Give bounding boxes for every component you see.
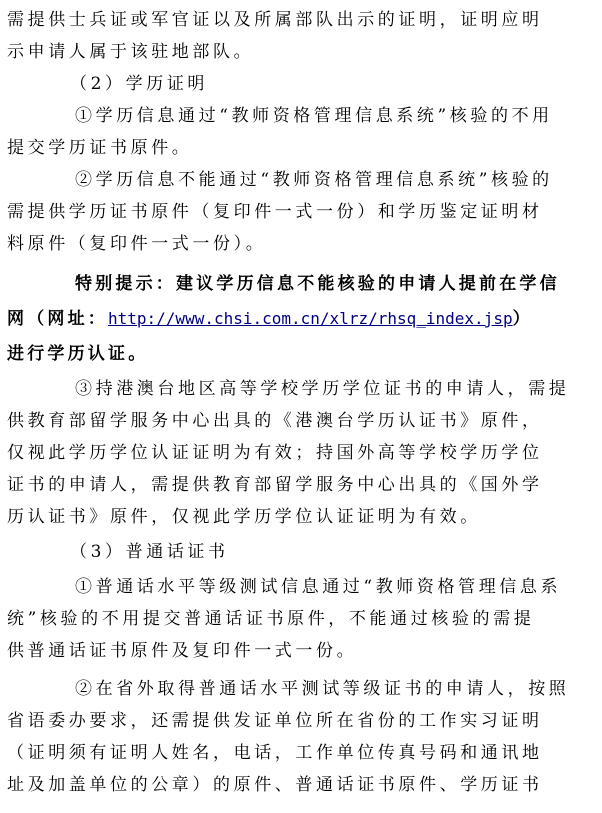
text-line: ②在省外取得普通话水平测试等级证书的申请人，按照	[75, 679, 570, 699]
text-line: 证书的申请人，需提供教育部留学服务中心出具的《国外学	[7, 475, 543, 495]
text-line: 示申请人属于该驻地部队。	[7, 42, 255, 62]
text-line: ①学历信息通过“教师资格管理信息系统”核验的不用	[75, 106, 553, 126]
section-heading: （2）学历证明	[70, 74, 209, 94]
text-line: 料原件（复印件一式一份）。	[7, 234, 267, 254]
notice-prefix: 网（网址：	[7, 309, 108, 329]
chsi-url-link[interactable]: http://www.chsi.com.cn/xlrz/rhsq_index.jsp	[108, 309, 513, 328]
text-line: 需提供学历证书原件（复印件一式一份）和学历鉴定证明材	[7, 202, 543, 222]
text-line: 址及加盖单位的公章）的原件、普通话证书原件、学历证书	[7, 775, 543, 795]
text-line: 供教育部留学服务中心出具的《港澳台学历认证书》原件，	[7, 411, 543, 431]
text-line: （证明须有证明人姓名，电话，工作单位传真号码和通讯地	[7, 743, 543, 763]
special-notice: 特别提示：建议学历信息不能核验的申请人提前在学信	[75, 274, 560, 294]
text-line: ③持港澳台地区高等学校学历学位证书的申请人，需提	[75, 379, 570, 399]
text-line: 供普通话证书原件及复印件一式一份。	[7, 641, 358, 661]
section-heading: （3）普通话证书	[70, 542, 229, 562]
text-line: 省语委办要求，还需提供发证单位所在省份的工作实习证明	[7, 711, 543, 731]
text-line: 仅视此学历学位认证证明为有效；持国外高等学校学历学位	[7, 443, 543, 463]
text-line: 统”核验的不用提交普通话证书原件，不能通过核验的需提	[7, 609, 535, 629]
text-line: 历认证书》原件，仅视此学历学位认证证明为有效。	[7, 507, 481, 527]
text-line: ①普通话水平等级测试信息通过“教师资格管理信息系	[75, 577, 562, 597]
text-line: 提交学历证书原件。	[7, 138, 193, 158]
special-notice-end: 进行学历认证。	[7, 344, 149, 364]
special-notice-url-line	[7, 304, 533, 334]
text-line: ②学历信息不能通过“教师资格管理信息系统”核验的	[75, 170, 553, 190]
notice-suffix: ）	[512, 309, 533, 329]
text-line: 需提供士兵证或军官证以及所属部队出示的证明，证明应明	[7, 10, 543, 30]
